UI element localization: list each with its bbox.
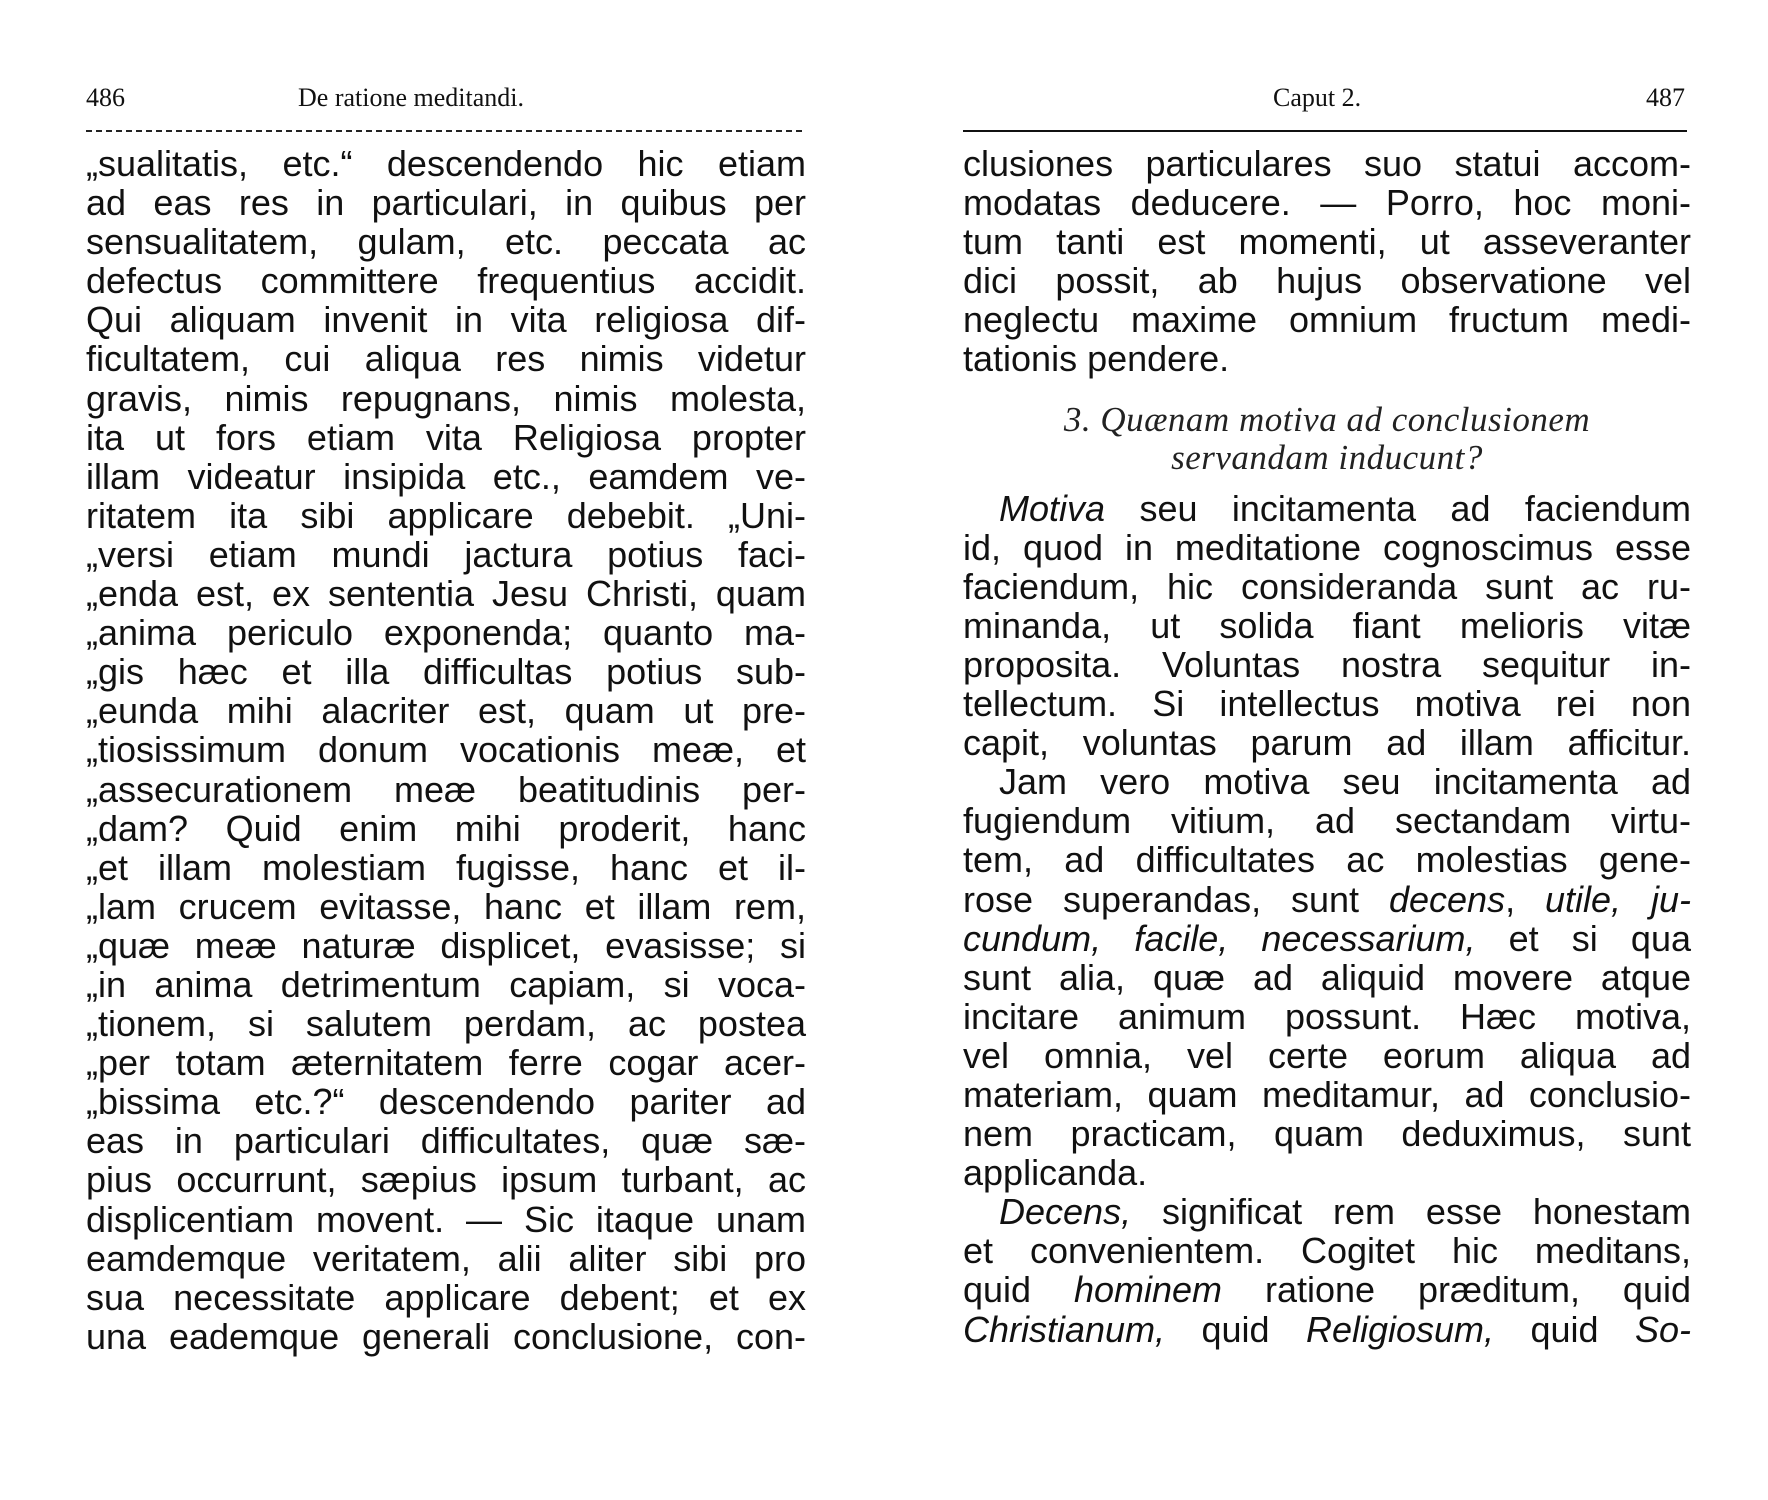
text-line: clusiones particulares suo statui accom- [963, 143, 1691, 184]
text-run: quid [1494, 1308, 1635, 1350]
text-line: „enda est, ex sententia Jesu Christi, quam [86, 573, 806, 615]
text-line: dici possit, ab hujus observatione vel [963, 260, 1691, 302]
italic-term: hominem [1073, 1269, 1223, 1311]
text-line: Jam vero motiva seu incitamenta ad [999, 761, 1691, 803]
italic-term: utile, ju- [1545, 878, 1691, 920]
text-line: „tiosissimum donum vocationis meæ, et [86, 729, 806, 771]
text-line: tum tanti est momenti, ut asseveranter [963, 221, 1691, 263]
text-line: „in anima detrimentum capiam, si voca- [86, 963, 806, 1005]
text-line: incitare animum possunt. Hæc motiva, [963, 995, 1691, 1037]
text-line: ritatem ita sibi applicare debebit. „Uni- [86, 494, 806, 536]
text-line: id, quod in meditatione cognoscimus esse [963, 526, 1691, 568]
text-line: faciendum, hic consideranda sunt ac ru- [963, 565, 1691, 607]
text-line: sua necessitate applicare debent; et ex [86, 1276, 806, 1318]
text-line: minanda, ut solida fiant melioris vitæ [963, 604, 1691, 646]
section-heading [963, 401, 1691, 477]
text-line: fugiendum vitium, ad sectandam virtu- [963, 800, 1691, 842]
text-line: illam videatur insipida etc., eamdem ve- [86, 455, 806, 497]
text-line: pius occurrunt, sæpius ipsum turbant, ac [86, 1159, 806, 1201]
text-run: quid [1165, 1308, 1306, 1350]
text-run: seu incitamenta ad faciendum [1105, 487, 1691, 529]
text-line: gravis, nimis repugnans, nimis molesta, [86, 377, 806, 419]
text-line [963, 919, 1691, 958]
text-line: ad eas res in particulari, in quibus per [86, 182, 806, 224]
text-run: significat rem esse honestam [1131, 1191, 1691, 1233]
right-page-number: 487 [1646, 83, 1685, 112]
text-line: tellectum. Si intellectus motiva rei non [963, 683, 1691, 725]
italic-term: decens [1388, 878, 1506, 920]
italic-term: Religiosum, [1305, 1308, 1495, 1350]
left-header-rule [86, 130, 802, 132]
text-line: Qui aliquam invenit in vita religiosa dif- [86, 299, 806, 341]
text-line: eas in particulari difficultates, quæ sæ- [86, 1120, 806, 1162]
text-run: ratione præditum, quid [1222, 1269, 1691, 1311]
right-page [963, 78, 1691, 1349]
text-line: „quæ meæ naturæ displicet, evasisse; si [86, 924, 806, 966]
right-header-rule [963, 130, 1687, 132]
text-line: „lam crucem evitasse, hanc et illam rem, [86, 885, 806, 927]
text-line [963, 489, 1691, 528]
text-line: tem, ad difficultates ac molestias gene- [963, 839, 1691, 881]
text-line: „assecurationem meæ beatitudinis per- [86, 768, 806, 810]
text-run: quid [963, 1269, 1074, 1311]
text-line: sunt alia, quæ ad aliquid movere atque [963, 956, 1691, 998]
text-line: „per totam æternitatem ferre cogar acer- [86, 1042, 806, 1084]
text-line: et convenientem. Cogitet hic meditans, [963, 1230, 1691, 1272]
text-line [963, 880, 1691, 919]
right-body-text-intro [963, 144, 1691, 379]
section-heading-line-1: 3. Quænam motiva ad conclusionem [1063, 399, 1591, 439]
text-line: sensualitatem, gulam, etc. peccata ac [86, 221, 806, 263]
text-run: et si qua [1475, 917, 1691, 959]
text-run: , [1505, 878, 1546, 920]
italic-term: Motiva [999, 487, 1106, 529]
text-line: ficultatem, cui aliqua res nimis videtur [86, 338, 806, 380]
italic-term: Christianum, [963, 1308, 1166, 1350]
right-running-head [963, 78, 1691, 118]
text-line: defectus committere frequentius accidit. [86, 260, 806, 302]
text-line: materiam, quam meditamur, ad conclusio- [963, 1073, 1691, 1115]
section-heading-line-2: servandam inducunt? [1171, 437, 1483, 477]
text-line: modatas deducere. — Porro, hoc moni- [963, 182, 1691, 224]
text-line [963, 1270, 1691, 1309]
right-body-text-main [963, 489, 1691, 1349]
left-body-text [86, 144, 806, 1356]
text-line: „eunda mihi alacriter est, quam ut pre- [86, 690, 806, 732]
text-line: tationis pendere. [963, 338, 1230, 380]
italic-term: So- [1634, 1308, 1691, 1350]
text-line: nem practicam, quam deduximus, sunt [963, 1113, 1691, 1155]
right-running-title: Caput 2. [1273, 83, 1362, 112]
text-line [963, 1192, 1691, 1231]
text-line: applicanda. [963, 1152, 1148, 1194]
text-line: neglectu maxime omnium fructum medi- [963, 299, 1691, 341]
text-line: ita ut fors etiam vita Religiosa propter [86, 416, 806, 458]
left-page-number: 486 [86, 83, 125, 112]
text-line: displicentiam movent. — Sic itaque unam [86, 1198, 806, 1240]
text-line: „et illam molestiam fugisse, hanc et il- [86, 846, 806, 888]
text-line: „anima periculo exponenda; quanto ma- [86, 612, 806, 654]
text-run: rose superandas, sunt [963, 878, 1389, 920]
text-line: proposita. Voluntas nostra sequitur in- [963, 643, 1691, 685]
text-line: vel omnia, vel certe eorum aliqua ad [963, 1034, 1691, 1076]
text-line: „gis hæc et illa difficultas potius sub- [86, 651, 806, 693]
text-line: „tionem, si salutem perdam, ac postea [86, 1003, 806, 1045]
left-page [86, 78, 806, 1356]
italic-term: cundum, facile, necessarium, [963, 917, 1476, 959]
text-line: una eademque generali conclusione, con- [86, 1315, 806, 1357]
left-running-head [86, 78, 806, 118]
left-running-title: De ratione meditandi. [298, 83, 524, 112]
italic-term: Decens, [999, 1191, 1132, 1233]
text-line: „sualitatis, etc.“ descendendo hic etiam [86, 143, 806, 184]
text-line: „dam? Quid enim mihi proderit, hanc [86, 807, 806, 849]
text-line: capit, voluntas parum ad illam afficitur. [963, 722, 1691, 764]
text-line: eamdemque veritatem, alii aliter sibi pro [86, 1237, 806, 1279]
text-line: „bissima etc.?“ descendendo pariter ad [86, 1081, 806, 1123]
text-line [963, 1310, 1691, 1349]
text-line: „versi etiam mundi jactura potius faci- [86, 533, 806, 575]
